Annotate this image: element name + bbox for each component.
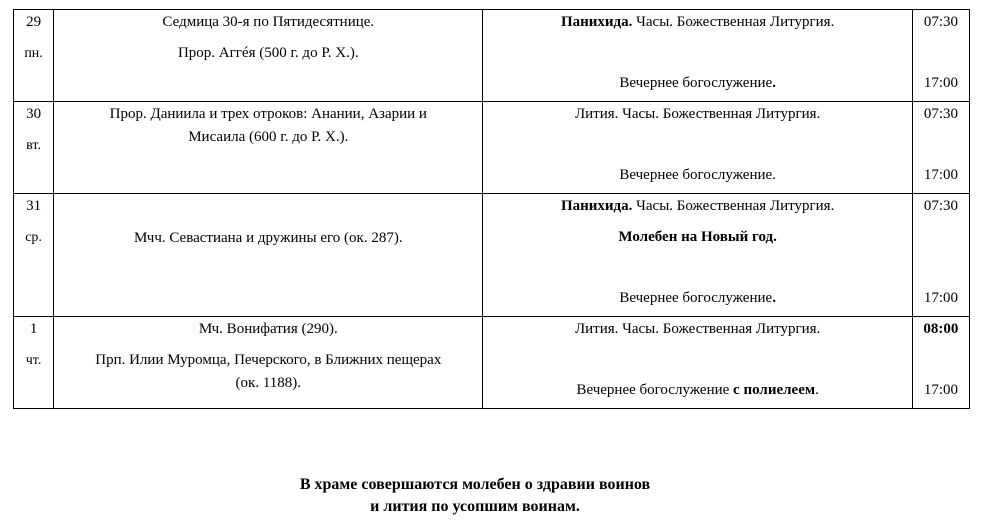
evening-service: [483, 379, 911, 402]
morning-time: 07:30: [923, 198, 958, 214]
commemoration-cell: [54, 317, 483, 409]
commemoration-line: Мчч. Севастиана и дружины его (ок. 287).: [134, 230, 403, 246]
time-cell: [912, 194, 969, 317]
service-cell: [483, 102, 912, 194]
commemoration-cell: [54, 194, 483, 317]
weekday: чт.: [25, 353, 42, 368]
day-number: 31: [26, 198, 42, 214]
moleben-service: Молебен на Новый год.: [618, 229, 777, 245]
service-rest: Лития. Часы. Божественная Литургия.: [574, 321, 821, 337]
table-row: [14, 194, 970, 317]
table-row: [14, 10, 970, 102]
commemoration-line: Седмица 30-я по Пятидесятнице.: [162, 14, 375, 30]
notice: [0, 474, 950, 518]
evening-time: 17:00: [923, 290, 958, 306]
evening-time: 17:00: [923, 167, 958, 183]
service-cell: [483, 194, 912, 317]
evening-bold: .: [772, 75, 776, 91]
weekday: пн.: [24, 46, 43, 61]
date-cell: [14, 10, 54, 102]
morning-service: [483, 318, 911, 341]
service-bold-part: Панихида.: [560, 198, 633, 214]
commemoration-line: Прор. Аггéя (500 г. до Р. Х.).: [177, 45, 359, 61]
time-cell: [912, 102, 969, 194]
date-cell: [14, 102, 54, 194]
evening-service: [483, 72, 911, 95]
morning-time: 07:30: [923, 106, 958, 122]
evening-service: [483, 287, 911, 310]
service-bold-part: Панихида.: [560, 14, 633, 30]
weekday: вт.: [26, 138, 41, 153]
commemoration-cell: [54, 102, 483, 194]
commemoration-line: Мч. Вонифатия (290).: [198, 321, 338, 337]
day-number: 29: [26, 14, 42, 30]
commemoration-line: Мисаила (600 г. до Р. Х.).: [188, 129, 349, 145]
commemoration-line: Прп. Илии Муромца, Печерского, в Ближних пещерах: [95, 352, 442, 368]
evening-time: 17:00: [923, 75, 958, 91]
notice-line: и лития по усопшим воинам.: [370, 498, 580, 515]
service-cell: [483, 317, 912, 409]
service-rest: Часы. Божественная Литургия.: [632, 14, 835, 30]
evening-bold: .: [772, 290, 776, 306]
time-cell: [912, 317, 969, 409]
service-cell: [483, 10, 912, 102]
table-row: [14, 317, 970, 409]
evening-time: 17:00: [923, 382, 958, 398]
weekday: ср.: [25, 230, 42, 245]
service-rest: Лития. Часы. Божественная Литургия.: [574, 106, 821, 122]
morning-service: [483, 103, 911, 126]
evening-bold: с полиелеем: [733, 382, 816, 398]
date-cell: [14, 317, 54, 409]
commemoration-line: (ок. 1188).: [235, 375, 302, 391]
notice-line: В храме совершаются молебен о здравии воинов: [299, 476, 651, 493]
table-row: [14, 102, 970, 194]
day-number: 30: [26, 106, 42, 122]
day-number: 1: [29, 321, 38, 337]
morning-service: [483, 11, 911, 34]
time-cell: [912, 10, 969, 102]
evening-text: Вечернее богослужение: [576, 382, 734, 398]
service-rest: Часы. Божественная Литургия.: [632, 198, 835, 214]
commemoration-line: Прор. Даниила и трех отроков: Анании, Азарии и: [109, 106, 427, 122]
commemoration-cell: [54, 10, 483, 102]
morning-service: [483, 195, 911, 218]
morning-time: 07:30: [923, 14, 958, 30]
evening-service: [483, 164, 911, 187]
schedule-table: [13, 9, 970, 409]
morning-time: 08:00: [923, 321, 959, 337]
evening-tail: .: [815, 382, 819, 398]
evening-text: Вечернее богослужение: [619, 75, 773, 91]
evening-text: Вечернее богослужение: [619, 290, 773, 306]
date-cell: [14, 194, 54, 317]
evening-text: Вечернее богослужение.: [619, 167, 776, 183]
